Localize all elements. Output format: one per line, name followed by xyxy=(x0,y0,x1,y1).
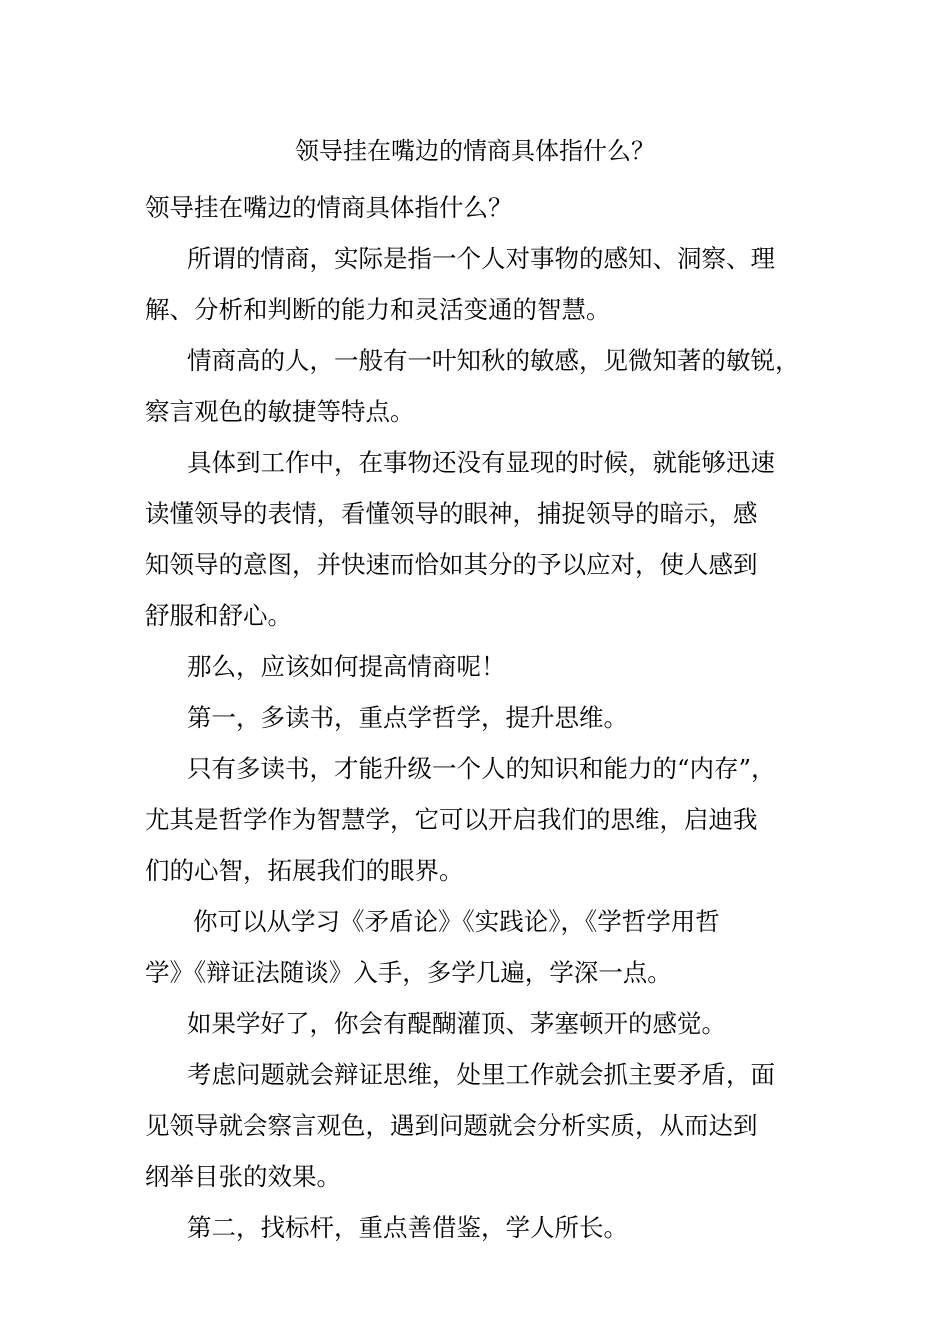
paragraph-line: 如果学好了，你会有醍醐灌顶、茅塞顿开的感觉。 xyxy=(187,1009,726,1038)
paragraph-line: 只有多读书，才能升级一个人的知识和能力的“内存”， xyxy=(187,754,776,783)
paragraph-line: 情商高的人，一般有一叶知秋的敏感，见微知著的敏锐， xyxy=(187,346,800,375)
section-heading: 第一，多读书，重点学哲学，提升思维。 xyxy=(187,703,628,732)
paragraph-line: 知领导的意图，并快速而恰如其分的予以应对，使人感到 xyxy=(145,550,758,579)
paragraph-line: 见领导就会察言观色，遇到问题就会分析实质，从而达到 xyxy=(145,1111,758,1140)
paragraph-line: 们的心智，拓展我们的眼界。 xyxy=(145,856,464,885)
paragraph-line: 具体到工作中，在事物还没有显现的时候，就能够迅速 xyxy=(187,448,775,477)
body-heading: 领导挂在嘴边的情商具体指什么？ xyxy=(145,193,513,222)
paragraph-line: 尤其是哲学作为智慧学，它可以开启我们的思维，启迪我 xyxy=(145,805,758,834)
paragraph-line: 考虑问题就会辩证思维，处里工作就会抓主要矛盾，面 xyxy=(187,1060,775,1089)
paragraph-line: 那么，应该如何提高情商呢！ xyxy=(187,652,506,681)
document-body xyxy=(145,182,813,1253)
paragraph-line: 解、分析和判断的能力和灵活变通的智慧。 xyxy=(145,295,611,324)
paragraph-line: 学》《辩证法随谈》入手，多学几遍，学深一点。 xyxy=(145,958,672,987)
paragraph-line: 舒服和舒心。 xyxy=(145,601,292,630)
document-title: 领导挂在嘴边的情商具体指什么？ xyxy=(295,137,655,165)
paragraph-line: 你可以从学习《矛盾论》《实践论》，《学哲学用哲 xyxy=(193,907,720,936)
paragraph-line: 纲举目张的效果。 xyxy=(145,1162,341,1191)
paragraph-line: 所谓的情商，实际是指一个人对事物的感知、洞察、理 xyxy=(187,244,775,273)
section-heading: 第二，找标杆，重点善借鉴，学人所长。 xyxy=(187,1213,628,1242)
paragraph-line: 读懂领导的表情，看懂领导的眼神，捕捉领导的暗示，感 xyxy=(145,499,758,528)
paragraph-line: 察言观色的敏捷等特点。 xyxy=(145,397,415,426)
